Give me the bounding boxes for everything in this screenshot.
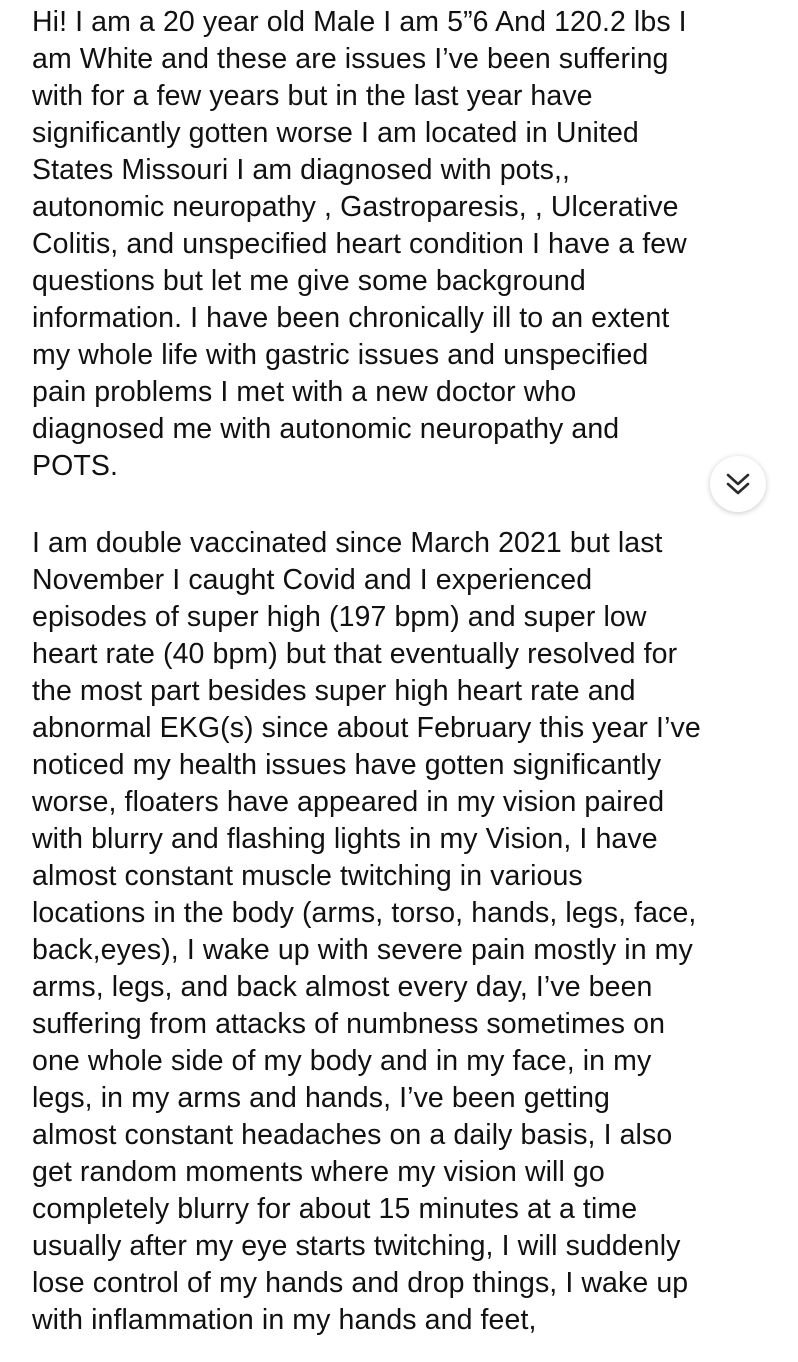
text-line: almost constant headaches on a daily basis, I also xyxy=(32,1119,673,1151)
text-line: suffering from attacks of numbness sometimes on xyxy=(32,1008,666,1040)
text-line: almost constant muscle twitching in various xyxy=(32,860,583,892)
text-line: States Missouri I am diagnosed with pots,, xyxy=(32,154,571,186)
text-line: episodes of super high (197 bpm) and super low xyxy=(32,601,647,633)
text-line: am White and these are issues I’ve been suffering xyxy=(32,43,669,75)
text-line: with blurry and flashing lights in my Vision, I have xyxy=(32,823,658,855)
text-line: information. I have been chronically ill to an extent xyxy=(32,302,670,334)
text-line: significantly gotten worse I am located in United xyxy=(32,117,639,149)
text-line: November I caught Covid and I experienced xyxy=(32,564,593,596)
text-line: lose control of my hands and drop things, I wake up xyxy=(32,1267,689,1299)
text-line: questions but let me give some background xyxy=(32,265,586,297)
text-line: with inflammation in my hands and feet, xyxy=(32,1304,537,1336)
text-line: heart rate (40 bpm) but that eventually resolved for xyxy=(32,638,678,670)
text-line: pain problems I met with a new doctor who xyxy=(32,376,577,408)
post-paragraph-1 xyxy=(32,4,772,485)
text-line: one whole side of my body and in my face, in my xyxy=(32,1045,652,1077)
text-line: legs, in my arms and hands, I’ve been getting xyxy=(32,1082,610,1114)
text-line: Colitis, and unspecified heart condition I have a few xyxy=(32,228,687,260)
text-line: diagnosed me with autonomic neuropathy and xyxy=(32,413,620,445)
text-line: locations in the body (arms, torso, hands, legs, face, xyxy=(32,897,697,929)
text-line: Hi! I am a 20 year old Male I am 5”6 And 120.2 lbs I xyxy=(32,6,687,38)
text-line: noticed my health issues have gotten significantly xyxy=(32,749,662,781)
text-line: the most part besides super high heart rate and xyxy=(32,675,636,707)
text-line: get random moments where my vision will go xyxy=(32,1156,605,1188)
post-body xyxy=(32,0,772,1339)
text-line: usually after my eye starts twitching, I will suddenly xyxy=(32,1230,681,1262)
text-line: POTS. xyxy=(32,450,119,482)
text-line: with for a few years but in the last year have xyxy=(32,80,593,112)
scroll-down-button[interactable] xyxy=(710,456,766,512)
text-line: autonomic neuropathy , Gastroparesis, , Ulcerative xyxy=(32,191,679,223)
text-line: back,eyes), I wake up with severe pain mostly in my xyxy=(32,934,693,966)
text-line: my whole life with gastric issues and unspecified xyxy=(32,339,649,371)
text-line: abnormal EKG(s) since about February this year I’ve xyxy=(32,712,701,744)
text-line: completely blurry for about 15 minutes at a time xyxy=(32,1193,638,1225)
text-line: arms, legs, and back almost every day, I’ve been xyxy=(32,971,653,1003)
text-line: worse, floaters have appeared in my vision paired xyxy=(32,786,665,818)
double-chevron-down-icon xyxy=(723,469,753,499)
post-paragraph-2 xyxy=(32,525,772,1339)
text-line: I am double vaccinated since March 2021 but last xyxy=(32,527,663,559)
